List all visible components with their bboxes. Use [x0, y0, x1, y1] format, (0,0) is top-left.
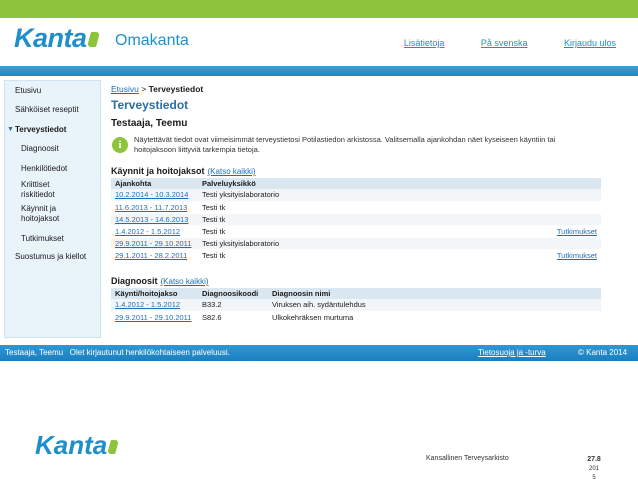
table-row — [111, 225, 601, 237]
diagnoses-header-row — [111, 288, 601, 299]
logout-link[interactable]: Kirjaudu ulos — [563, 38, 616, 48]
visits-table — [111, 178, 601, 262]
sidebar-item-henkilotiedot[interactable]: Henkilötiedot — [21, 164, 68, 173]
sidebar-item-reseptit[interactable]: Sähköiset reseptit — [15, 105, 79, 114]
visit-unit: Testi tk — [198, 201, 468, 213]
sidebar-item-riskitiedot[interactable]: Kriittiset riskitiedot — [21, 180, 55, 199]
col-header-kaynti: Käynti/hoitojakso — [111, 288, 198, 299]
copyright: © Kanta 2014 — [578, 348, 628, 357]
logo-text: Kanta — [14, 23, 87, 53]
visits-section-title — [111, 166, 256, 176]
expanded-arrow-icon: ▼ — [7, 126, 14, 133]
slide-logo-leaf-icon — [107, 440, 119, 454]
footer-bar — [0, 345, 638, 361]
table-row — [111, 311, 601, 323]
visit-tests-link[interactable] — [468, 201, 601, 213]
diagnosis-code: B33.2 — [198, 299, 268, 311]
breadcrumb-separator: > — [141, 84, 147, 94]
diagnoses-section-title — [111, 276, 209, 286]
sidebar-nav — [4, 80, 101, 338]
table-row — [111, 237, 601, 249]
breadcrumb — [111, 84, 203, 94]
patient-name: Testaaja, Teemu — [111, 118, 188, 129]
top-green-strip — [0, 0, 638, 18]
breadcrumb-current: Terveystiedot — [148, 84, 204, 94]
diagnosis-visit-link[interactable]: 29.9.2011 - 29.10.2011 — [111, 311, 198, 323]
header-links — [370, 38, 616, 48]
sidebar-item-tutkimukset[interactable]: Tutkimukset — [21, 234, 64, 243]
app-name: Omakanta — [115, 32, 189, 49]
info-icon: i — [112, 137, 128, 153]
visit-unit: Testi tk — [198, 225, 468, 237]
col-header-koodi: Diagnoosikoodi — [198, 288, 268, 299]
diagnoses-table — [111, 288, 601, 324]
visit-date-link[interactable]: 11.6.2013 - 11.7.2013 — [111, 201, 198, 213]
visit-date-link[interactable]: 14.5.2013 - 14.6.2013 — [111, 213, 198, 225]
header-band — [0, 66, 638, 76]
visit-tests-link[interactable] — [468, 237, 601, 249]
sidebar-item-terveystiedot[interactable]: Terveystiedot — [15, 125, 67, 134]
privacy-link[interactable]: Tietosuoja ja -turva — [478, 348, 546, 357]
site-header — [0, 18, 638, 66]
visits-show-all-link[interactable]: (Katso kaikki) — [207, 167, 256, 176]
swedish-link[interactable]: På svenska — [480, 38, 528, 48]
visits-title: Käynnit ja hoitojaksot — [111, 166, 205, 176]
sidebar-item-kaynnit[interactable]: Käynnit ja hoitojaksot — [21, 204, 60, 223]
slide-page-line3: 5 — [592, 475, 596, 479]
visit-date-link[interactable]: 29.9.2011 - 29.10.2011 — [111, 237, 198, 249]
slide-page-number — [587, 455, 601, 479]
visit-tests-link[interactable]: Tutkimukset — [468, 225, 601, 237]
sidebar-item-diagnoosit[interactable]: Diagnoosit — [21, 144, 59, 153]
logo-leaf-icon — [87, 32, 100, 47]
info-text: Näytettävät tiedot ovat viimeisimmät terveystietosi Potilastiedon arkistossa. Valitsemalla ajankohdan näet kyseiseen käyntiin tai hoitojaksoon liittyviä tarkempia tietoja. — [134, 135, 556, 154]
diagnosis-name: Viruksen aih. sydäntulehdus — [268, 299, 601, 311]
table-row — [111, 189, 601, 201]
col-header-ajankohta: Ajankohta — [111, 178, 198, 189]
visit-date-link[interactable]: 29.1.2011 - 28.2.2011 — [111, 249, 198, 261]
diagnoses-show-all-link[interactable]: (Katso kaikki) — [160, 277, 209, 286]
visits-header-row — [111, 178, 601, 189]
page-title: Terveystiedot — [111, 98, 189, 112]
col-header-palveluyksikko: Palveluyksikkö — [198, 178, 468, 189]
table-row — [111, 201, 601, 213]
sidebar-item-suostumus[interactable]: Suostumus ja kiellot — [15, 252, 87, 261]
slide-org-name: Kansallinen Terveysarkisto — [426, 455, 509, 462]
visit-tests-link[interactable]: Tutkimukset — [468, 249, 601, 261]
col-header-nimi: Diagnoosin nimi — [268, 288, 601, 299]
visit-unit: Testi yksityislaboratorio — [198, 189, 468, 201]
slide-logo-text: Kanta — [35, 430, 108, 460]
table-row — [111, 213, 601, 225]
diagnosis-code: S82.6 — [198, 311, 268, 323]
slide-kanta-logo — [35, 430, 117, 461]
info-link[interactable]: Lisätietoja — [403, 38, 445, 48]
breadcrumb-home[interactable]: Etusivu — [111, 84, 139, 94]
table-row — [111, 249, 601, 261]
footer-login-status: Testaaja, Teemu Olet kirjautunut henkilökohtaiseen palveluusi. — [5, 348, 230, 357]
visit-unit: Testi tk — [198, 249, 468, 261]
sidebar-item-etusivu[interactable]: Etusivu — [15, 86, 42, 95]
visit-tests-link[interactable] — [468, 189, 601, 201]
kanta-logo[interactable] — [14, 23, 98, 54]
visit-tests-link[interactable] — [468, 213, 601, 225]
visit-unit: Testi tk — [198, 213, 468, 225]
diagnoses-title: Diagnoosit — [111, 276, 158, 286]
col-header-empty — [468, 178, 601, 189]
visit-date-link[interactable]: 10.2.2014 - 10.3.2014 — [111, 189, 198, 201]
table-row — [111, 299, 601, 311]
visit-unit: Testi yksityislaboratorio — [198, 237, 468, 249]
diagnosis-visit-link[interactable]: 1.4.2012 - 1.5.2012 — [111, 299, 198, 311]
diagnosis-name: Ulkokehräksen murtuma — [268, 311, 601, 323]
visit-date-link[interactable]: 1.4.2012 - 1.5.2012 — [111, 225, 198, 237]
slide-page-line1: 27.8 — [587, 456, 601, 463]
slide-page-line2: 201 — [588, 466, 599, 472]
